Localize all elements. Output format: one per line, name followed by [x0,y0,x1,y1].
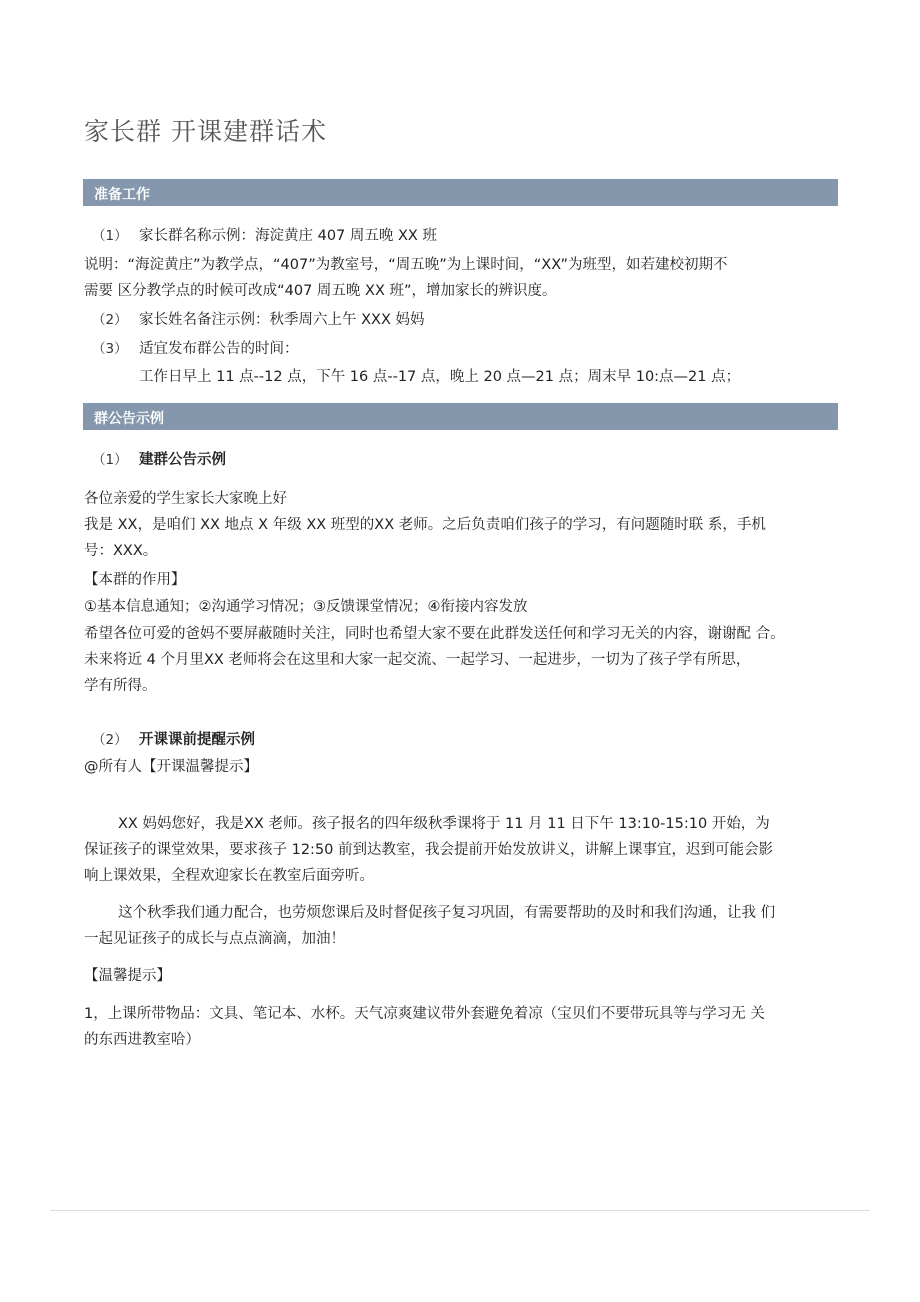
paragraph-text: 各位亲爱的学生家长大家晚上好 [84,491,287,507]
note-text: 说明：“海淀黄庄”为教学点，“407”为教室号，“周五晚”为上课时间，“XX”为班型，如若建校初期不 [84,257,728,273]
paragraph-text: XX 妈妈您好，我是XX 老师。孩子报名的四年级秋季课将于 11 月 11 日下午 13:10-15:10 开始，为 [118,816,770,832]
paragraph-text: 一起见证孩子的成长与点点滴滴，加油！ [84,931,345,947]
paragraph-text: 希望各位可爱的爸妈不要屏蔽随时关注，同时也希望大家不要在此群发送任何和学习无关的内容，谢谢配 合。 [84,626,785,642]
section-header-label: 群公告示例 [94,411,164,427]
section-header-notice [83,403,838,430]
subsection-number: （2） [92,732,128,748]
subsection-heading: 开课课前提醒示例 [139,732,255,748]
list-item-text: 家长群名称示例：海淀黄庄 407 周五晚 XX 班 [139,228,437,244]
paragraph-text: 1，上课所带物品：文具、笔记本、水杯。天气凉爽建议带外套避免着凉（宝贝们不要带玩具等与学习无 关 [84,1006,765,1022]
paragraph-text: 我是 XX，是咱们 XX 地点 X 年级 XX 班型的XX 老师。之后负责咱们孩子的学习，有问题随时联 系，手机 [84,517,766,533]
paragraph-text: 这个秋季我们通力配合，也劳烦您课后及时督促孩子复习巩固，有需要帮助的及时和我们沟通，让我 们 [118,905,776,921]
subsection-number: （1） [92,452,128,468]
list-number: （3） [92,341,128,357]
section-header-prep [83,179,838,206]
paragraph-text: @所有人【开课温馨提示】 [84,759,258,775]
paragraph-text: ①基本信息通知；②沟通学习情况；③反馈课堂情况；④衔接内容发放 [84,599,528,615]
list-item-text: 适宜发布群公告的时间： [139,341,299,357]
page-title: 家长群 开课建群话术 [84,117,327,146]
paragraph-text: 号：XXX。 [84,543,158,559]
list-item-text: 家长姓名备注示例：秋季周六上午 XXX 妈妈 [139,312,425,328]
paragraph-text: 未来将近 4 个月里XX 老师将会在这里和大家一起交流、一起学习、一起进步，一切为了孩子学有所思， [84,652,751,668]
section-header-label: 准备工作 [94,187,150,203]
footer-divider [50,1210,870,1211]
paragraph-text: 学有所得。 [84,678,157,694]
paragraph-label: 【温馨提示】 [84,968,171,984]
paragraph-text: 的东西进教室哈） [84,1032,200,1048]
paragraph-label: 【本群的作用】 [84,572,186,588]
list-number: （2） [92,312,128,328]
list-number: （1） [92,228,128,244]
list-item-detail: 工作日早上 11 点--12 点，下午 16 点--17 点，晚上 20 点—21 点；周末早 10:点—21 点； [139,369,741,385]
paragraph-text: 保证孩子的课堂效果，要求孩子 12:50 前到达教室，我会提前开始发放讲义，讲解上课事宜，迟到可能会影 [84,842,774,858]
note-text: 需要 区分教学点的时候可改成“407 周五晚 XX 班”，增加家长的辨识度。 [84,283,557,299]
paragraph-text: 响上课效果，全程欢迎家长在教室后面旁听。 [84,868,374,884]
subsection-heading: 建群公告示例 [139,452,226,468]
